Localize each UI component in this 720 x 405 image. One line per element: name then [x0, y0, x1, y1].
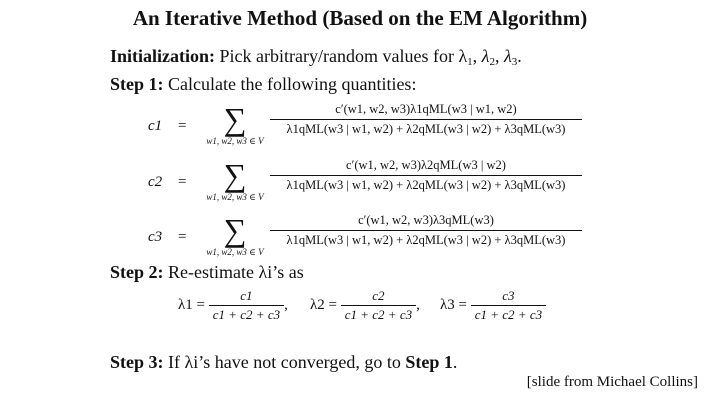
summation: ∑ w1, w2, w3 ∈ V — [206, 212, 264, 257]
step1-text: Calculate the following quantities: — [168, 74, 417, 94]
step1-line — [110, 74, 416, 95]
step3-line: Step 3: If λi’s have not converged, go to Step 1. — [110, 352, 458, 372]
step3-text: If λi’s have not converged, go to — [168, 352, 401, 372]
step1-label: Step 1: — [110, 74, 164, 94]
lambda3-update: λ3 = $\frac{c3}{c1 + c2 + c3}$ — [440, 288, 546, 323]
step3-label: Step 3: — [110, 352, 164, 372]
equation-lhs: c1 — [148, 118, 163, 134]
denominator: λ1qML(w3 | w1, w2) + λ2qML(w3 | w2) + λ3qML(w3) — [270, 119, 582, 137]
lambda1-update: λ1 = $\frac{c1}{c1 + c2 + c3}$ , — [178, 288, 288, 322]
step2-label: Step 2: — [110, 262, 164, 282]
slide-credit: [slide from Michael Collins] — [526, 374, 698, 390]
fraction — [270, 213, 582, 248]
equation-c3: c3 = ∑ w1, w2, w3 ∈ V c′(w1, w2, w3)λ3qML(w3) λ1qML(w3 | w1, w2) + λ2qML(w3 | w2) + λ3qML(w3) — [148, 215, 588, 271]
summation: ∑ w1, w2, w3 ∈ V — [206, 157, 264, 202]
step2-text: Re-estimate λi’s as — [168, 262, 304, 282]
slide-title: An Iterative Method (Based on the EM Algorithm) — [132, 6, 588, 30]
initialization-label: Initialization: — [110, 46, 216, 66]
equation-c1: c1 = ∑ w1, w2, w3 ∈ V c′(w1, w2, w3)λ1qML(w3 | w1, w2) λ1qML(w3 | w1, w2) + λ2qML(w3 | w2) + λ3qML(w3) — [148, 104, 588, 160]
numerator: c′(w1, w2, w3)λ1qML(w3 | w1, w2) — [335, 102, 517, 116]
numerator: c′(w1, w2, w3)λ2qML(w3 | w2) — [346, 158, 506, 172]
fraction — [270, 102, 582, 137]
equation-c2: c2 = ∑ w1, w2, w3 ∈ V c′(w1, w2, w3)λ2qML(w3 | w2) λ1qML(w3 | w1, w2) + λ2qML(w3 | w2) + λ3qML(w3) — [148, 160, 588, 216]
denominator: λ1qML(w3 | w1, w2) + λ2qML(w3 | w2) + λ3qML(w3) — [270, 230, 582, 248]
equation-lhs: c3 — [148, 229, 163, 245]
step3-target: Step 1 — [405, 352, 453, 372]
numerator: c′(w1, w2, w3)λ3qML(w3) — [358, 213, 494, 227]
initialization-text: Pick arbitrary/random values for λ — [219, 46, 468, 66]
equation-lhs: c2 — [148, 174, 163, 190]
step2-line — [110, 262, 304, 283]
lambda-updates — [178, 288, 578, 328]
lambda2-update: λ2 = $\frac{c2}{c1 + c2 + c3}$ , — [310, 288, 420, 322]
denominator: λ1qML(w3 | w1, w2) + λ2qML(w3 | w2) + λ3qML(w3) — [270, 175, 582, 193]
fraction — [270, 158, 582, 193]
initialization-line: Initialization: Pick arbitrary/random values for $\lambda_1$, $\lambda_2$, $\lambda_3$. — [110, 46, 522, 68]
summation: ∑ w1, w2, w3 ∈ V — [206, 101, 264, 146]
